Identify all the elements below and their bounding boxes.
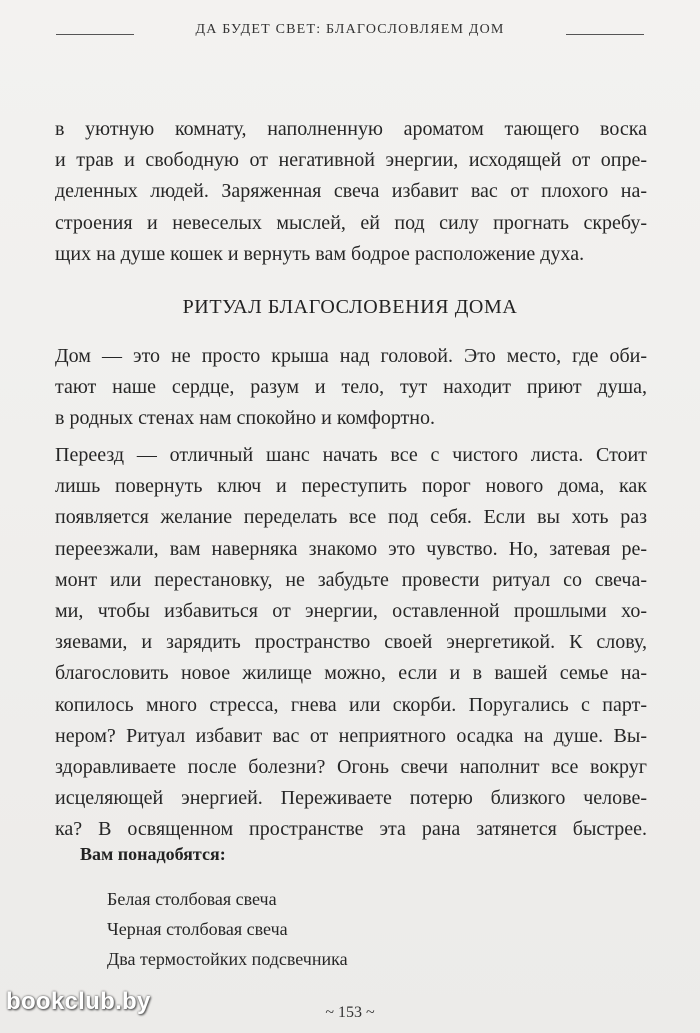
list-item: Черная столбовая свеча: [107, 919, 288, 939]
page-number: ~ 153 ~: [325, 1004, 375, 1021]
text-line: лишь повернуть ключ и переступить порог нового дома, как: [55, 475, 647, 498]
text-line: строения и невеселых мыслей, ей под силу прогнать скребу-: [55, 211, 647, 234]
text-line: нером? Ритуал избавит вас от неприятного осадка на душе. Вы-: [55, 724, 647, 747]
needs-list: [107, 884, 348, 974]
text-line: ми, чтобы избавиться от энергии, оставленной прошлыми хо-: [55, 600, 647, 623]
text-line: деленных людей. Заряженная свеча избавит вас от плохого на-: [55, 180, 647, 203]
text-line: тают наше сердце, разум и тело, тут находит приют душа,: [55, 376, 647, 399]
text-line: благословить новое жилище можно, если и в вашей семье на-: [55, 662, 647, 685]
paragraph-3: [55, 440, 647, 846]
paragraph-2: [55, 341, 647, 435]
text-line: в уютную комнату, наполненную ароматом тающего воска: [55, 118, 647, 140]
watermark-logo: bookclub.by: [6, 988, 151, 1015]
list-item: Белая столбовая свеча: [107, 889, 277, 909]
text-line: монт или перестановку, не забудьте провести ритуал со свеча-: [55, 568, 647, 591]
text-line: зяевами, и зарядить пространство своей энергетикой. К слову,: [55, 631, 647, 654]
needs-heading: Вам понадобятся:: [80, 844, 226, 864]
text-line: переезжали, вам наверняка знакомо это чувство. Но, затевая ре-: [55, 537, 647, 560]
text-line: и трав и свободную от негативной энергии, исходящей от опре-: [55, 149, 647, 172]
text-line: щих на душе кошек и вернуть вам бодрое расположение духа.: [55, 242, 585, 265]
running-head: ДА БУДЕТ СВЕТ: БЛАГОСЛОВЛЯЕМ ДОМ: [195, 22, 505, 37]
text-line: ка? В освященном пространстве эта рана затянется быстрее.: [55, 818, 647, 841]
text-line: появляется желание переделать все под себя. Если вы хоть раз: [55, 506, 647, 529]
text-line: в родных стенах нам спокойно и комфортно.: [55, 407, 435, 430]
list-item: Два термостойких подсвечника: [107, 949, 348, 969]
text-line: здоравливаете после болезни? Огонь свечи наполнит все вокруг: [55, 756, 647, 779]
text-line: Переезд — отличный шанс начать все с чистого листа. Стоит: [55, 444, 647, 466]
text-line: Дом — это не просто крыша над головой. Это место, где оби-: [55, 345, 647, 367]
section-title: РИТУАЛ БЛАГОСЛОВЕНИЯ ДОМА: [182, 296, 518, 318]
text-line: копилось много стресса, гнева или скорби. Поругались с парт-: [55, 693, 647, 716]
paragraph-1: [55, 114, 647, 270]
header-rule-right: [566, 34, 644, 35]
text-line: исцеляющей энергией. Переживаете потерю близкого челове-: [55, 787, 647, 810]
